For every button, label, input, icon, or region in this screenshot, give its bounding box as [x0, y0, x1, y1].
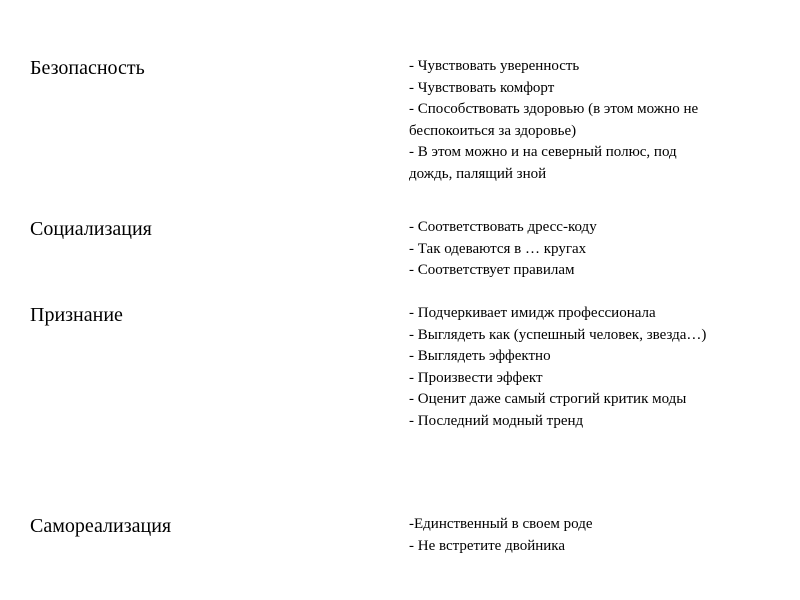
description-line: - Выглядеть как (успешный человек, звезда…)	[409, 326, 707, 343]
description-line: - Чувствовать комфорт	[409, 79, 555, 96]
description-line: - Способствовать здоровью (в этом можно не	[409, 101, 699, 117]
description-list	[409, 514, 779, 557]
description-list	[409, 217, 779, 282]
description-line: - Чувствовать уверенность	[409, 58, 580, 74]
description-line: - Соответствовать дресс-коду	[409, 219, 597, 235]
description-line: дождь, палящий зной	[409, 165, 547, 182]
category-label: Признание	[30, 304, 123, 326]
description-line: - Так одеваются в … кругах	[409, 240, 587, 257]
description-line: - Не встретите двойника	[409, 537, 565, 554]
description-line: - Подчеркивает имидж профессионала	[409, 305, 656, 321]
description-line: - Соответствует правилам	[409, 262, 575, 278]
description-line: - Произвести эффект	[409, 369, 543, 386]
description-line: -Единственный в своем роде	[409, 516, 593, 532]
description-list	[409, 56, 779, 185]
category-label: Социализация	[30, 218, 152, 240]
category-label: Самореализация	[30, 515, 172, 537]
description-line: - Оценит даже самый строгий критик моды	[409, 391, 687, 407]
description-line: беспокоиться за здоровье)	[409, 122, 577, 139]
description-list	[409, 303, 779, 432]
description-line: - В этом можно и на северный полюс, под	[409, 144, 677, 160]
description-line: - Выглядеть эффектно	[409, 348, 551, 364]
category-label: Безопасность	[30, 57, 145, 79]
description-line: - Последний модный тренд	[409, 412, 584, 429]
